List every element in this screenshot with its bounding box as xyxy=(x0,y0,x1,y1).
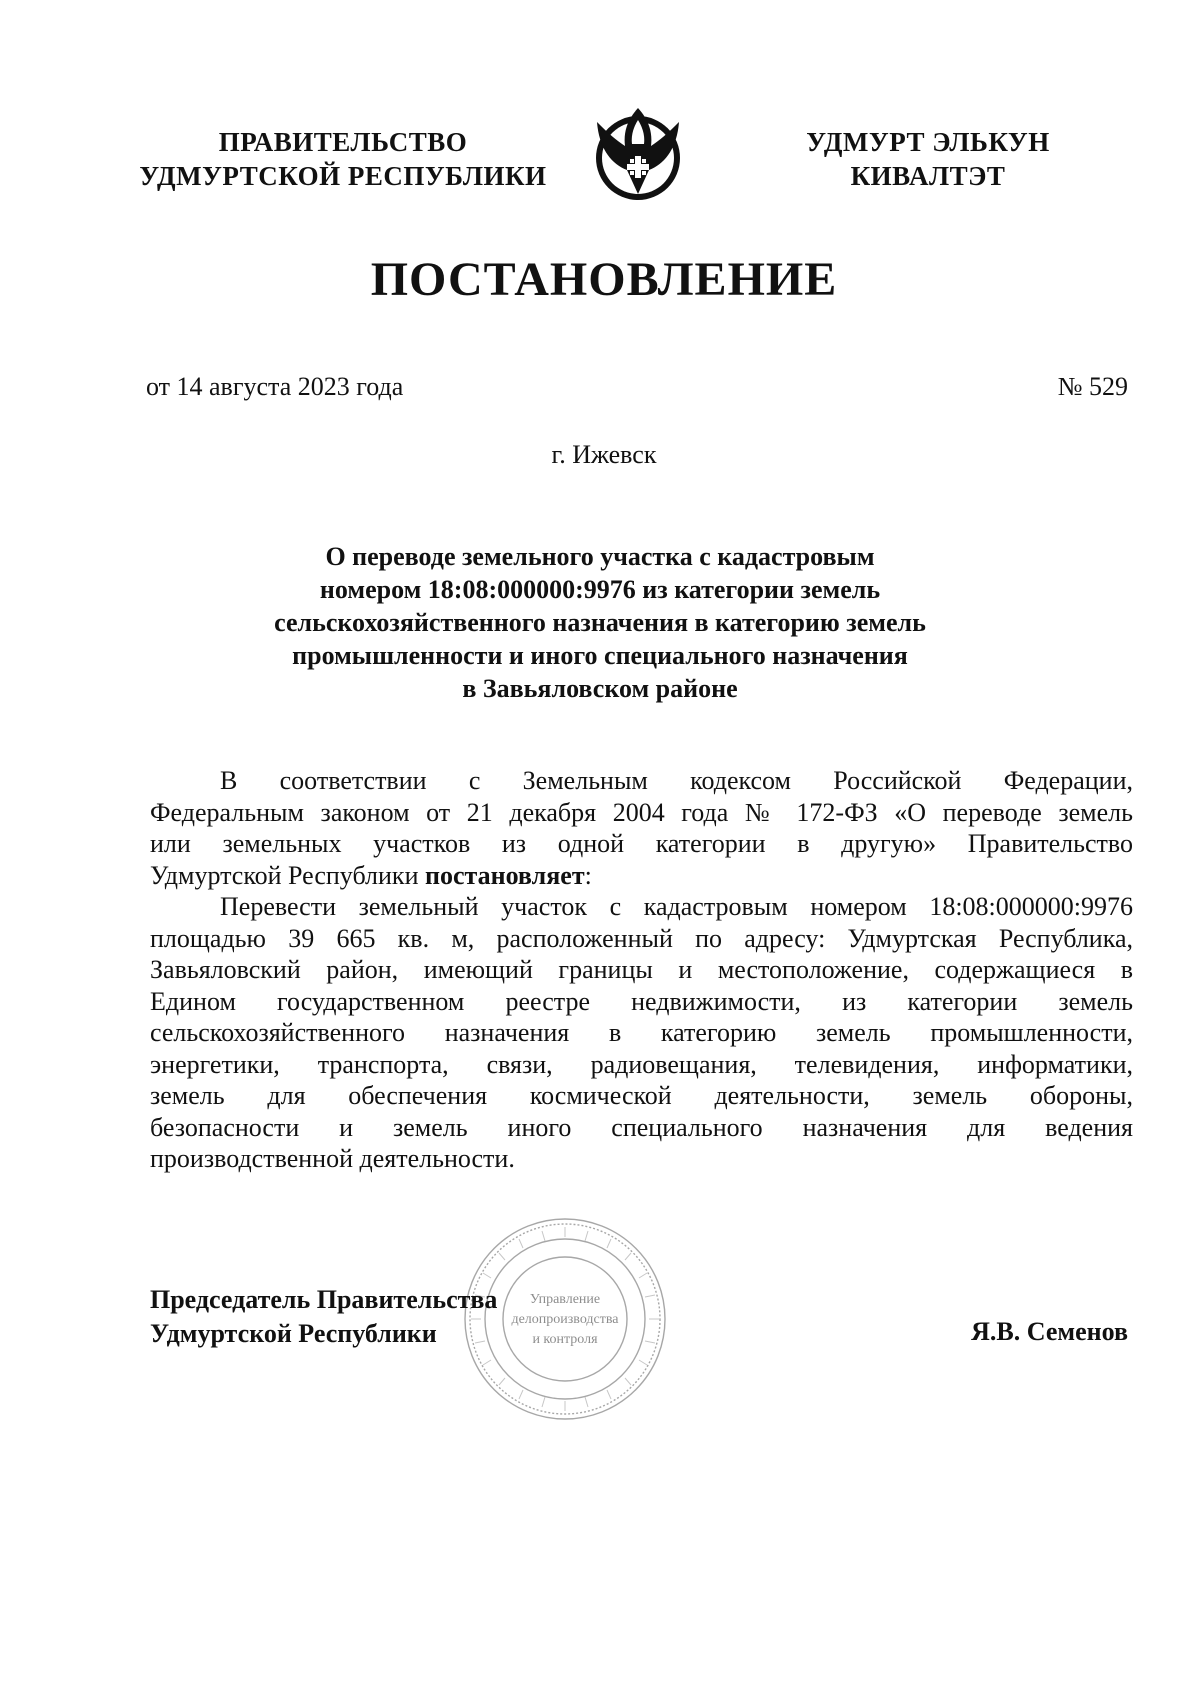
document-type-title: ПОСТАНОВЛЕНИЕ xyxy=(370,253,838,306)
government-name-udmurt xyxy=(758,125,1098,193)
body-line: земель для обеспечения космической деятельности, земель обороны, xyxy=(150,1081,1133,1110)
signatory-title-line-2: Удмуртской Республики xyxy=(150,1319,437,1348)
body-line: или земельных участков из одной категории в другую» Правительство xyxy=(150,829,1133,858)
document-subject xyxy=(150,540,1050,705)
header-left-line-2: УДМУРТСКОЙ РЕСПУБЛИКИ xyxy=(139,161,547,191)
body-line: Завьяловский район, имеющий границы и местоположение, содержащиеся в xyxy=(150,955,1133,984)
document-date: от 14 августа 2023 года xyxy=(146,372,404,401)
header-right-line-2: КИВАЛТЭТ xyxy=(850,161,1006,191)
subject-line: О переводе земельного участка с кадастровым xyxy=(325,542,875,571)
subject-line: сельскохозяйственного назначения в категорию земель xyxy=(274,608,926,637)
resolution-verb: постановляет xyxy=(424,860,585,890)
signatory-title xyxy=(150,1283,497,1351)
body-line: В соответствии с Земельным кодексом Российской Федерации, xyxy=(220,766,1133,795)
stamp-inner-line-2: делопроизводства xyxy=(511,1312,619,1327)
header-right-line-1: УДМУРТ ЭЛЬКУН xyxy=(806,127,1050,157)
body-line: безопасности и земель иного специального назначения для ведения xyxy=(150,1112,1133,1142)
subject-line: в Завьяловском районе xyxy=(462,674,738,703)
coat-of-arms-udmurtia-icon xyxy=(583,98,693,208)
subject-line: номером 18:08:000000:9976 из категории земель xyxy=(319,575,881,604)
body-text: : xyxy=(584,860,592,890)
body-line: Едином государственном реестре недвижимости, из категории земель xyxy=(150,986,1133,1016)
body-line: сельскохозяйственного назначения в категорию земель промышленности, xyxy=(150,1018,1133,1047)
stamp-inner-line-3: и контроля xyxy=(532,1332,598,1347)
subject-line: промышленности и иного специального назначения xyxy=(292,641,908,670)
document-number: № 529 xyxy=(1057,372,1128,401)
body-line: энергетики, транспорта, связи, радиовещания, телевидения, информатики, xyxy=(150,1049,1133,1079)
document-city: г. Ижевск xyxy=(551,440,657,469)
body-line: Федеральным законом от 21 декабря 2004 года № 172-ФЗ «О переводе земель xyxy=(150,797,1133,827)
stamp-inner-line-1: Управление xyxy=(529,1292,601,1307)
body-line: площадью 39 665 кв. м, расположенный по адресу: Удмуртская Республика, xyxy=(150,923,1133,953)
signatory-title-line-1: Председатель Правительства xyxy=(150,1285,498,1314)
body-line: Перевести земельный участок с кадастровым номером 18:08:000000:9976 xyxy=(220,892,1133,921)
body-line: производственной деятельности. xyxy=(150,1144,515,1173)
document-body xyxy=(150,765,1133,1175)
signatory-name: Я.В. Семенов xyxy=(971,1317,1128,1346)
body-text: Удмуртской Республики xyxy=(150,860,425,890)
header-left-line-1: ПРАВИТЕЛЬСТВО xyxy=(218,127,468,157)
body-line xyxy=(150,860,1133,892)
government-name-russian xyxy=(118,125,568,193)
